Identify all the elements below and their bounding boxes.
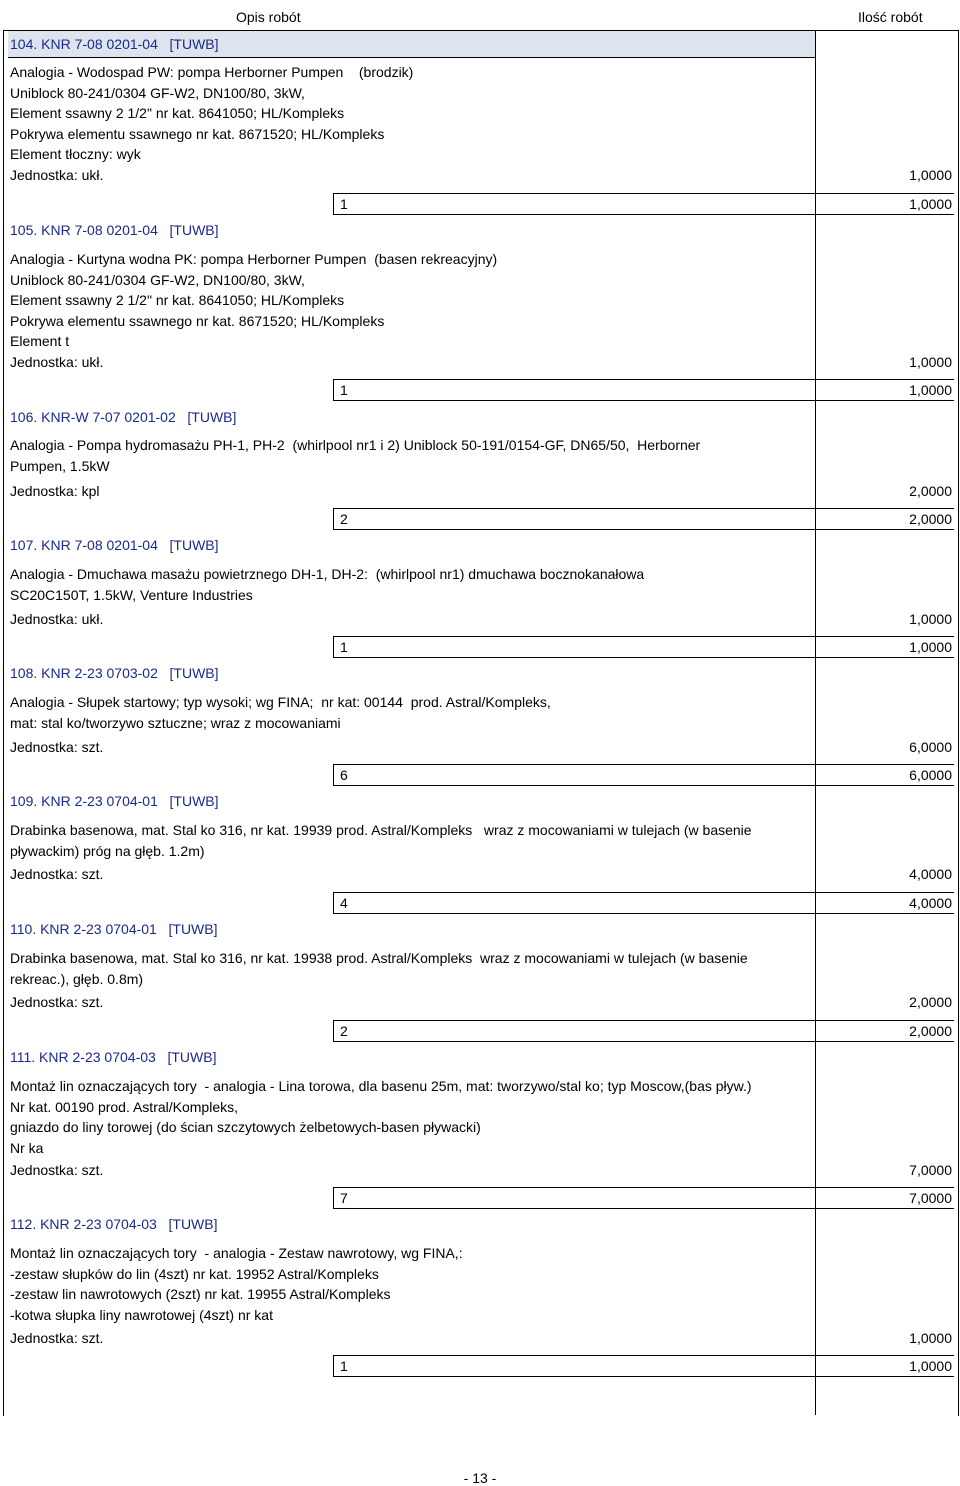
calculation-value: 2,0000 (909, 1023, 952, 1039)
description-line: Element ssawny 2 1/2" nr kat. 8641050; HL/Kompleks (10, 292, 345, 308)
calculation-value: 2,0000 (909, 511, 952, 527)
item-quantity: 4,0000 (909, 866, 952, 882)
description-line: rekreac.), głęb. 0.8m) (10, 970, 144, 987)
calculation-row (333, 379, 954, 401)
item-description (10, 1076, 870, 1158)
description-line: Analogia - Słupek startowy; typ wysoki; wg FINA; nr kat: 00144 prod. Astral/Kompleks, (10, 694, 551, 710)
calculation-count: 4 (340, 895, 348, 911)
item-description (10, 564, 870, 605)
item-description (10, 820, 870, 861)
calculation-value: 1,0000 (909, 639, 952, 655)
description-line: Element t (10, 333, 70, 349)
page-number: - 13 - (463, 1470, 497, 1486)
description-line: Montaż lin oznaczających tory - analogia - Lina torowa, dla basenu 25m, mat: tworzywo/stal ko; typ Moscow,(bas pływ.) (10, 1078, 752, 1094)
item-unit: Jednostka: szt. (10, 866, 104, 882)
item-title: 108. KNR 2-23 0703-02 [TUWB] (10, 665, 219, 681)
item-title: 106. KNR-W 7-07 0201-02 [TUWB] (10, 409, 237, 425)
calculation-value: 4,0000 (909, 895, 952, 911)
description-line: gniazdo do liny torowej (do ścian szczytowych żelbetowych-basen pływacki) (10, 1119, 481, 1135)
description-line: pływackim) próg na głęb. 1.2m) (10, 842, 205, 859)
description-line: Uniblock 80-241/0304 GF-W2, DN100/80, 3kW, (10, 271, 305, 288)
calculation-count: 1 (340, 639, 348, 655)
calculation-row (333, 764, 954, 786)
item-unit: Jednostka: ukł. (10, 611, 104, 627)
calculation-count: 1 (340, 196, 348, 212)
description-line: Nr ka (10, 1139, 44, 1156)
item-quantity: 2,0000 (909, 483, 952, 499)
item-title: 109. KNR 2-23 0704-01 [TUWB] (10, 793, 219, 809)
column-header-description: Opis robót (236, 9, 301, 25)
item-unit: Jednostka: ukł. (10, 354, 104, 370)
item-quantity: 6,0000 (909, 739, 952, 755)
calculation-count: 1 (340, 1358, 348, 1374)
calculation-value: 1,0000 (909, 1358, 952, 1374)
item-unit: Jednostka: szt. (10, 739, 104, 755)
description-line: Uniblock 80-241/0304 GF-W2, DN100/80, 3kW, (10, 84, 305, 101)
item-title: 112. KNR 2-23 0704-03 [TUWB] (10, 1216, 218, 1232)
item-quantity: 2,0000 (909, 994, 952, 1010)
description-line: Nr kat. 00190 prod. Astral/Kompleks, (10, 1098, 238, 1115)
description-line: mat: stal ko/tworzywo sztuczne; wraz z mocowaniami (10, 714, 341, 731)
calculation-value: 1,0000 (909, 382, 952, 398)
item-description (10, 62, 870, 165)
description-line: Pumpen, 1.5kW (10, 457, 110, 474)
description-line: Element ssawny 2 1/2" nr kat. 8641050; HL/Kompleks (10, 105, 345, 121)
item-title: 105. KNR 7-08 0201-04 [TUWB] (10, 222, 219, 238)
table-header (0, 0, 960, 32)
item-title: 104. KNR 7-08 0201-04 [TUWB] (10, 36, 219, 52)
calculation-count: 2 (340, 511, 348, 527)
item-quantity: 1,0000 (909, 1330, 952, 1346)
description-line: Pokrywa elementu ssawnego nr kat. 8671520; HL/Kompleks (10, 125, 385, 142)
description-line: Drabinka basenowa, mat. Stal ko 316, nr kat. 19939 prod. Astral/Kompleks wraz z mocowaniami w tulejach (w basenie (10, 822, 752, 838)
description-line: -zestaw lin nawrotowych (2szt) nr kat. 19955 Astral/Kompleks (10, 1286, 391, 1302)
calculation-count: 1 (340, 382, 348, 398)
description-line: Element tłoczny: wyk (10, 146, 141, 162)
item-title: 110. KNR 2-23 0704-01 [TUWB] (10, 921, 218, 937)
description-line: Analogia - Wodospad PW: pompa Herborner Pumpen (brodzik) (10, 64, 414, 80)
calculation-value: 7,0000 (909, 1190, 952, 1206)
item-quantity: 1,0000 (909, 167, 952, 183)
item-title: 107. KNR 7-08 0201-04 [TUWB] (10, 537, 219, 553)
item-description (10, 1243, 870, 1325)
calculation-row (333, 636, 954, 658)
description-line: -kotwa słupka liny nawrotowej (4szt) nr kat (10, 1306, 273, 1323)
item-description (10, 692, 870, 733)
calculation-row (333, 892, 954, 914)
calculation-value: 1,0000 (909, 196, 952, 212)
description-line: Montaż lin oznaczających tory - analogia - Zestaw nawrotowy, wg FINA,: (10, 1245, 463, 1261)
item-quantity: 1,0000 (909, 354, 952, 370)
description-line: SC20C150T, 1.5kW, Venture Industries (10, 586, 253, 603)
column-header-quantity: Ilość robót (858, 9, 923, 25)
calculation-row (333, 1355, 954, 1377)
calculation-row (333, 508, 954, 530)
item-unit: Jednostka: szt. (10, 1330, 104, 1346)
item-quantity: 7,0000 (909, 1162, 952, 1178)
calculation-count: 2 (340, 1023, 348, 1039)
item-unit: Jednostka: szt. (10, 994, 104, 1010)
calculation-count: 6 (340, 767, 348, 783)
description-line: Analogia - Kurtyna wodna PK: pompa Herborner Pumpen (basen rekreacyjny) (10, 251, 498, 267)
description-line: Analogia - Dmuchawa masażu powietrznego DH-1, DH-2: (whirlpool nr1) dmuchawa bocznokanałowa (10, 566, 645, 582)
description-line: Analogia - Pompa hydromasażu PH-1, PH-2 (whirlpool nr1 i 2) Uniblock 50-191/0154-GF, DN65/50, Herborner (10, 437, 701, 453)
calculation-row (333, 1187, 954, 1209)
calculation-count: 7 (340, 1190, 348, 1206)
calculation-value: 6,0000 (909, 767, 952, 783)
calculation-row (333, 193, 954, 215)
item-unit: Jednostka: ukł. (10, 167, 104, 183)
description-line: Pokrywa elementu ssawnego nr kat. 8671520; HL/Kompleks (10, 312, 385, 329)
item-unit: Jednostka: szt. (10, 1162, 104, 1178)
calculation-row (333, 1020, 954, 1042)
description-line: Drabinka basenowa, mat. Stal ko 316, nr kat. 19938 prod. Astral/Kompleks wraz z mocowaniami w tulejach (w basenie (10, 950, 748, 966)
description-line: -zestaw słupków do lin (4szt) nr kat. 19952 Astral/Kompleks (10, 1265, 379, 1282)
item-title: 111. KNR 2-23 0704-03 [TUWB] (10, 1049, 217, 1065)
item-description (10, 435, 870, 476)
item-unit: Jednostka: kpl (10, 483, 100, 499)
item-description (10, 948, 870, 989)
item-quantity: 1,0000 (909, 611, 952, 627)
item-description (10, 249, 870, 352)
